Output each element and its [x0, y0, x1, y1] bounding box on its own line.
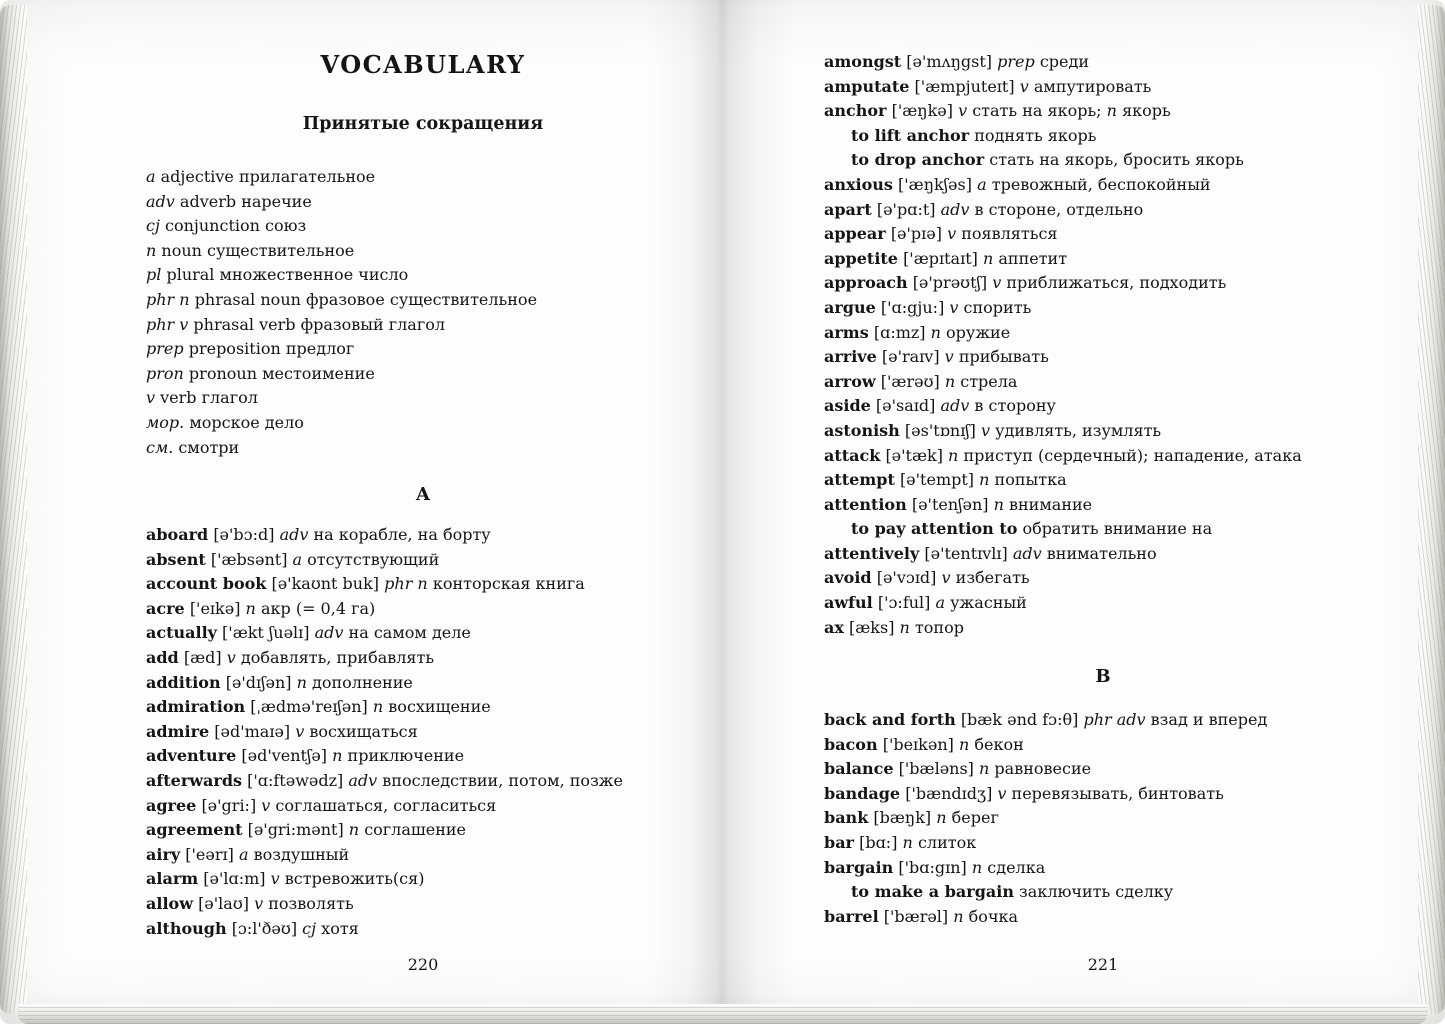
dictionary-entry: admire [əd'maɪə] v восхищаться [146, 721, 418, 741]
dictionary-entry: astonish [əs'tɒnɪʃ] v удивлять, изумлять [824, 420, 1162, 440]
dictionary-entry: amongst [ə'mʌŋgst] prep среди [824, 52, 1090, 71]
dictionary-entry: to lift anchor поднять якорь [851, 125, 1097, 145]
dictionary-entry: afterwards ['ɑ:ftəwədz] adv впоследствии, потом, позже [146, 770, 623, 790]
dictionary-entry: approach [ə'prəʊtʃ] v приближаться, подходить [824, 273, 1227, 293]
abbreviation-item: a adjective прилагательное [146, 167, 376, 186]
entries-right-a [824, 50, 1302, 640]
dictionary-entry: awful ['ɔ:ful] a ужасный [824, 593, 1027, 613]
dictionary-entry: arrive [ə'raɪv] v прибывать [824, 347, 1049, 367]
dictionary-entry: airy ['eərɪ] a воздушный [146, 844, 350, 864]
dictionary-entry: to drop anchor стать на якорь, бросить якорь [851, 150, 1244, 170]
dictionary-entry: apart [ə'pɑ:t] adv в стороне, отдельно [824, 199, 1144, 219]
page-number-left: 220 [407, 955, 439, 974]
dictionary-entry: balance ['bæləns] n равновесие [824, 759, 1092, 779]
dictionary-entry: bargain ['bɑ:gɪn] n сделка [824, 857, 1046, 877]
dictionary-entry: agree [ə'gri:] v соглашаться, согласиться [146, 795, 497, 815]
dictionary-entry: aside [ə'saɪd] adv в сторону [824, 396, 1056, 416]
dictionary-entry: alarm [ə'lɑ:m] v встревожить(ся) [146, 869, 425, 889]
abbreviation-item: phr v phrasal verb фразовый глагол [146, 314, 446, 334]
dictionary-entry: although [ɔ:l'ðəʊ] cj хотя [146, 918, 359, 938]
abbreviations-heading: Принятые сокращения [302, 114, 544, 134]
abbreviation-item: prep preposition предлог [146, 339, 355, 359]
abbreviations-list [146, 165, 537, 460]
dictionary-entry: bandage ['bændɪdʒ] v перевязывать, бинтовать [824, 783, 1224, 803]
dictionary-entry: to make a bargain заключить сделку [851, 882, 1174, 902]
dictionary-entry: attention [ə'tenʃən] n внимание [824, 494, 1093, 514]
page-right [723, 0, 1417, 1024]
dictionary-entry: argue ['ɑ:gju:] v спорить [824, 297, 1032, 317]
page-edge-right [1418, 5, 1445, 1014]
page-edge-left [0, 5, 27, 1014]
dictionary-entry: bar [bɑ:] n слиток [824, 832, 977, 852]
dictionary-entry: account book [ə'kaʊnt buk] phr n конторская книга [146, 574, 585, 594]
dictionary-entry: amputate ['æmpjuteɪt] v ампутировать [824, 76, 1152, 96]
dictionary-entry: agreement [ə'gri:mənt] n соглашение [146, 820, 467, 840]
dictionary-entry: attentively [ə'tentɪvlɪ] adv внимательно [824, 543, 1157, 563]
dictionary-entry: absent ['æbsənt] a отсутствующий [146, 549, 440, 569]
dictionary-entry: attack [ə'tæk] n приступ (сердечный); нападение, атака [824, 445, 1302, 465]
dictionary-entry: adventure [əd'ventʃə] n приключение [146, 746, 465, 766]
page-left [28, 0, 722, 1024]
abbreviation-item: pron pronoun местоимение [146, 363, 375, 383]
page-title: VOCABULARY [320, 50, 526, 79]
dictionary-entry: actually ['ækt ʃuəlɪ] adv на самом деле [146, 623, 471, 643]
dictionary-entry: admiration [ˌædmə'reɪʃən] n восхищение [146, 697, 491, 717]
dictionary-entry: bacon ['beɪkən] n бекон [824, 734, 1024, 754]
dictionary-entry: arms [ɑ:mz] n оружие [824, 322, 1011, 342]
dictionary-entry: barrel ['bærəl] n бочка [824, 906, 1019, 926]
dictionary-entry: attempt [ə'tempt] n попытка [824, 470, 1067, 490]
abbreviation-item: см. смотри [146, 437, 240, 457]
section-heading-a: A [416, 484, 430, 505]
dictionary-entry: appear [ə'pɪə] v появляться [824, 224, 1058, 244]
section-heading-b: B [1095, 666, 1111, 687]
dictionary-entry: arrow ['ærəʊ] n стрела [824, 371, 1018, 391]
dictionary-entry: addition [ə'dɪʃən] n дополнение [146, 672, 413, 692]
abbreviation-item: phr n phrasal noun фразовое существительное [146, 289, 538, 309]
dictionary-entry: acre ['eɪkə] n акр (= 0,4 га) [146, 598, 376, 618]
dictionary-entry: ax [æks] n топор [824, 617, 964, 637]
abbreviation-item: мор. морское дело [146, 412, 304, 432]
dictionary-entry: allow [ə'laʊ] v позволять [146, 893, 354, 913]
page-number-right: 221 [1087, 955, 1119, 974]
dictionary-entry: back and forth [bæk ənd fɔ:θ] phr adv взад и вперед [824, 710, 1268, 729]
page-right-content [823, 0, 1383, 1024]
abbreviation-item: pl plural множественное число [146, 265, 409, 285]
abbreviation-item: adv adverb наречие [146, 191, 312, 211]
dictionary-entry: anchor ['æŋkə] v стать на якорь; n якорь [824, 101, 1171, 121]
dictionary-entry: anxious ['æŋkʃəs] a тревожный, беспокойный [824, 174, 1211, 194]
dictionary-entry: add [æd] v добавлять, прибавлять [146, 647, 435, 667]
page-left-content [145, 0, 701, 1024]
dictionary-entry: avoid [ə'vɔɪd] v избегать [824, 568, 1030, 588]
abbreviation-item: cj conjunction союз [146, 216, 307, 236]
abbreviation-item: n noun существительное [146, 240, 355, 260]
entries-left [146, 523, 623, 941]
dictionary-entry: to pay attention to обратить внимание на [851, 519, 1213, 539]
dictionary-entry: bank [bæŋk] n берег [824, 808, 999, 828]
entries-right-b [824, 708, 1267, 929]
dictionary-entry: appetite ['æpɪtaɪt] n аппетит [824, 248, 1068, 268]
dictionary-entry: aboard [ə'bɔ:d] adv на корабле, на борту [146, 525, 491, 544]
abbreviation-item: v verb глагол [146, 388, 258, 408]
